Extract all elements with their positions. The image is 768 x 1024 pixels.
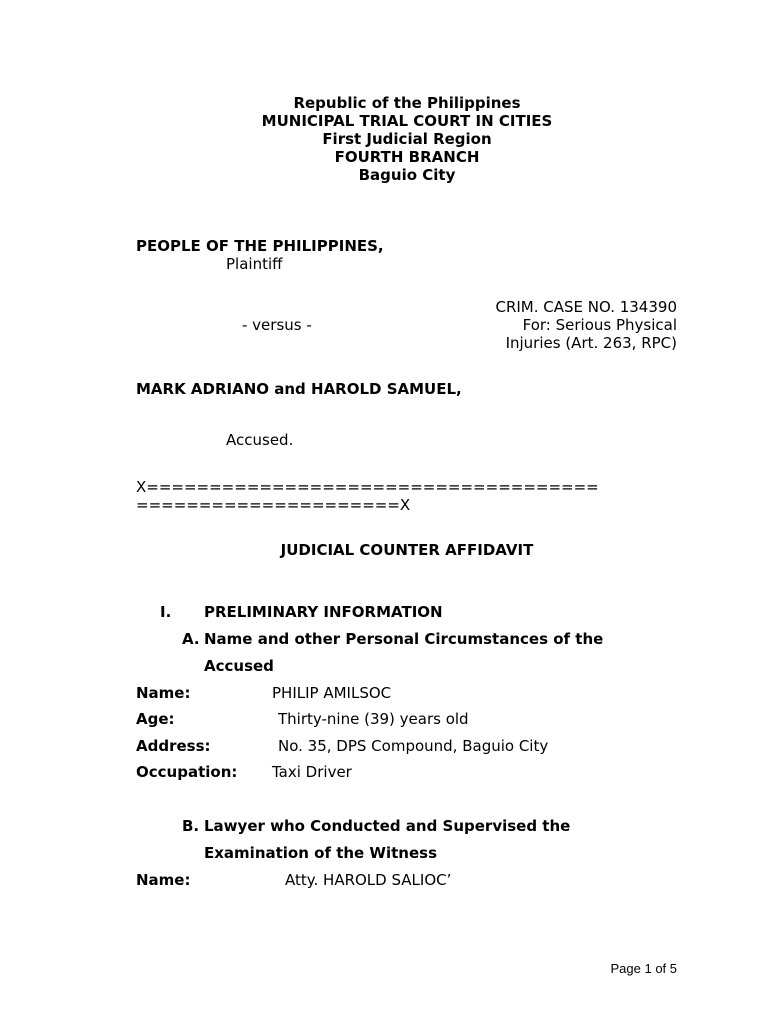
separator-line-1: X====================================	[136, 478, 599, 496]
field-value-occupation: Taxi Driver	[272, 763, 352, 781]
subsection-b-letter: B.	[182, 817, 200, 835]
field-label-age: Age:	[136, 710, 175, 728]
field-label-lawyer-name: Name:	[136, 871, 191, 889]
plaintiff-role: Plaintiff	[226, 255, 283, 273]
header-republic: Republic of the Philippines	[293, 94, 521, 112]
field-value-age: Thirty-nine (39) years old	[278, 710, 469, 728]
subsection-b-heading-line1: Lawyer who Conducted and Supervised the	[204, 817, 571, 835]
header-region: First Judicial Region	[322, 130, 492, 148]
subsection-a-heading-line1: Name and other Personal Circumstances of the	[204, 630, 604, 648]
field-value-name: PHILIP AMILSOC	[272, 684, 392, 702]
subsection-b-heading-line2: Examination of the Witness	[204, 844, 437, 862]
section-heading: PRELIMINARY INFORMATION	[204, 603, 443, 621]
header-city: Baguio City	[358, 166, 456, 184]
case-nature-line1: For: Serious Physical	[522, 316, 677, 334]
field-value-address: No. 35, DPS Compound, Baguio City	[278, 737, 549, 755]
document-title: JUDICIAL COUNTER AFFIDAVIT	[280, 541, 534, 559]
accused-names: MARK ADRIANO and HAROLD SAMUEL,	[136, 380, 462, 398]
separator-line-2: =====================X	[136, 496, 411, 514]
field-label-occupation: Occupation:	[136, 763, 238, 781]
field-label-name: Name:	[136, 684, 191, 702]
header-branch: FOURTH BRANCH	[334, 148, 480, 166]
case-nature-line2: Injuries (Art. 263, RPC)	[505, 334, 677, 352]
field-label-address: Address:	[136, 737, 211, 755]
field-value-lawyer-name: Atty. HAROLD SALIOC’	[285, 871, 452, 889]
subsection-a-heading-line2: Accused	[204, 657, 274, 675]
accused-role: Accused.	[226, 431, 294, 449]
versus-label: - versus -	[242, 316, 312, 334]
plaintiff-name: PEOPLE OF THE PHILIPPINES,	[136, 237, 384, 255]
page-number: Page 1 of 5	[610, 961, 677, 976]
case-number: CRIM. CASE NO. 134390	[495, 298, 677, 316]
section-numeral: I.	[160, 603, 172, 621]
subsection-a-letter: A.	[182, 630, 200, 648]
header-court: MUNICIPAL TRIAL COURT IN CITIES	[261, 112, 553, 130]
